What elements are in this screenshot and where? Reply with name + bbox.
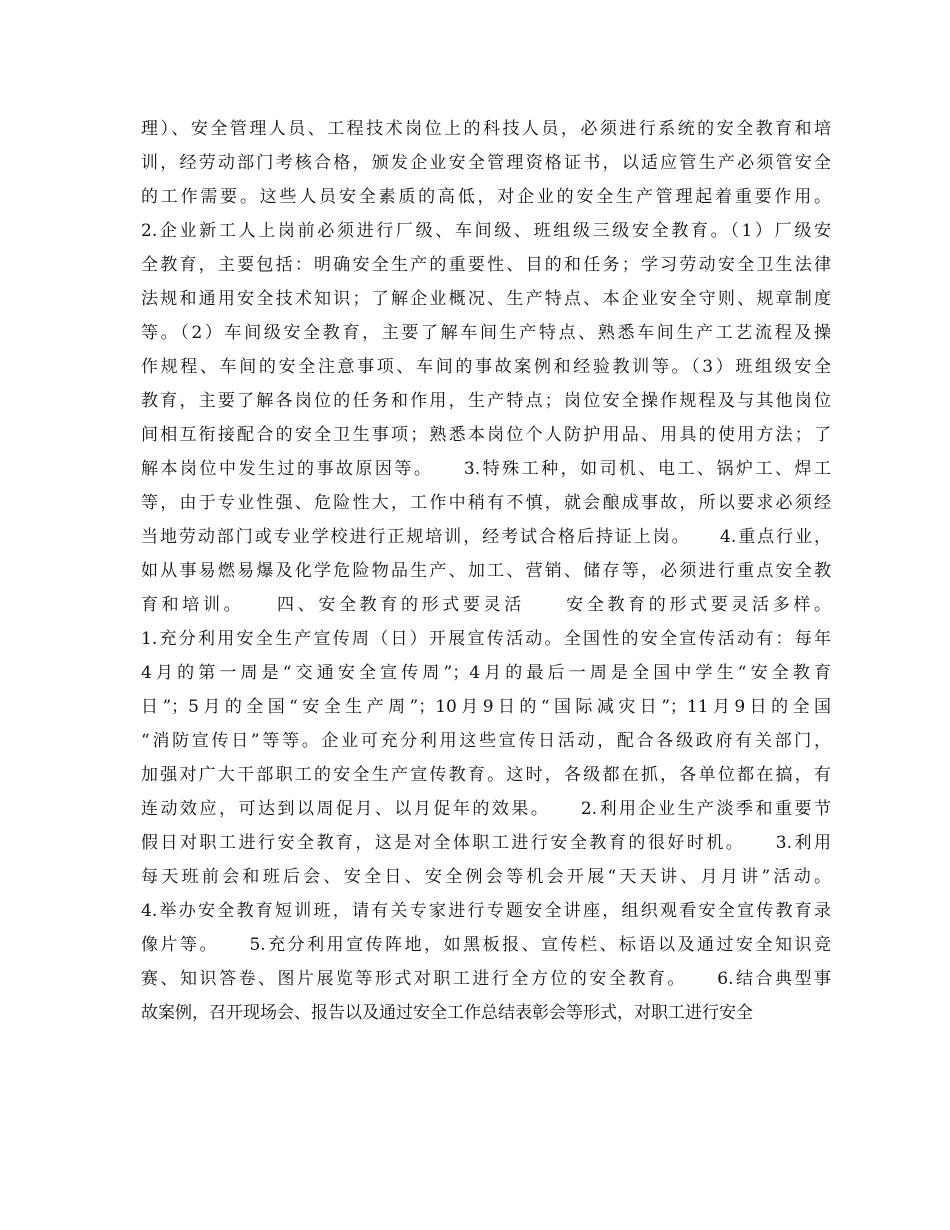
text-line-23: 每天班前会和班后会、安全日、安全例会等机会开展“天天讲、月月讲”活动。 xyxy=(141,867,831,887)
text-line-20: 加强对广大干部职工的安全生产宣传教育。这时，各级都在抓，各单位都在搞，有 xyxy=(141,765,831,785)
text-line-1: 理）、安全管理人员、工程技术岗位上的科技人员，必须进行系统的安全教育和培 xyxy=(141,119,831,139)
text-line-22: 假日对职工进行安全教育，这是对全体职工进行安全教育的很好时机。 3.利用 xyxy=(141,833,831,853)
text-line-4: 2.企业新工人上岗前必须进行厂级、车间级、班组级三级安全教育。（1）厂级安 xyxy=(141,221,831,241)
text-line-7: 等。（2）车间级安全教育，主要了解车间生产特点、熟悉车间生产工艺流程及操 xyxy=(141,323,831,343)
text-line-25: 像片等。 5.充分利用宣传阵地，如黑板报、宣传栏、标语以及通过安全知识竞 xyxy=(141,935,831,955)
text-line-21: 连动效应，可达到以周促月、以月促年的效果。 2.利用企业生产淡季和重要节 xyxy=(141,799,831,819)
text-line-11: 解本岗位中发生过的事故原因等。 3.特殊工种，如司机、电工、锅炉工、焊工 xyxy=(141,459,831,479)
body-text xyxy=(141,112,831,1030)
text-line-13: 当地劳动部门或专业学校进行正规培训，经考试合格后持证上岗。 4.重点行业， xyxy=(141,527,831,547)
text-line-5: 全教育，主要包括：明确安全生产的重要性、目的和任务；学习劳动安全卫生法律 xyxy=(141,255,831,275)
text-line-15: 育和培训。 四、安全教育的形式要灵活 安全教育的形式要灵活多样。 xyxy=(141,595,831,615)
text-line-6: 法规和通用安全技术知识；了解企业概况、生产特点、本企业安全守则、规章制度 xyxy=(141,289,831,309)
text-line-12: 等，由于专业性强、危险性大，工作中稍有不慎，就会酿成事故，所以要求必须经 xyxy=(141,493,831,513)
text-line-16: 1.充分利用安全生产宣传周（日）开展宣传活动。全国性的安全宣传活动有：每年 xyxy=(141,629,831,649)
text-line-8: 作规程、车间的安全注意事项、车间的事故案例和经验教训等。（3）班组级安全 xyxy=(141,357,831,377)
text-line-3: 的工作需要。这些人员安全素质的高低，对企业的安全生产管理起着重要作用。 xyxy=(141,187,831,207)
text-line-17: 4月的第一周是“交通安全宣传周”；4月的最后一周是全国中学生“安全教育 xyxy=(141,663,831,683)
text-line-2: 训，经劳动部门考核合格，颁发企业安全管理资格证书，以适应管生产必须管安全 xyxy=(141,153,831,173)
text-line-24: 4.举办安全教育短训班，请有关专家进行专题安全讲座，组织观看安全宣传教育录 xyxy=(141,901,831,921)
text-line-9: 教育，主要了解各岗位的任务和作用，生产特点；岗位安全操作规程及与其他岗位 xyxy=(141,391,831,411)
text-line-19: “消防宣传日”等等。企业可充分利用这些宣传日活动，配合各级政府有关部门， xyxy=(141,731,831,751)
text-line-10: 间相互衔接配合的安全卫生事项；熟悉本岗位个人防护用品、用具的使用方法；了 xyxy=(141,425,831,445)
text-line-26: 赛、知识答卷、图片展览等形式对职工进行全方位的安全教育。 6.结合典型事 xyxy=(141,969,831,989)
text-line-27: 故案例，召开现场会、报告以及通过安全工作总结表彰会等形式，对职工进行安全 xyxy=(141,1003,753,1023)
text-line-14: 如从事易燃易爆及化学危险物品生产、加工、营销、储存等，必须进行重点安全教 xyxy=(141,561,831,581)
text-line-18: 日”；5月的全国“安全生产周”；10月9日的“国际减灾日”；11月9日的全国 xyxy=(141,697,831,717)
